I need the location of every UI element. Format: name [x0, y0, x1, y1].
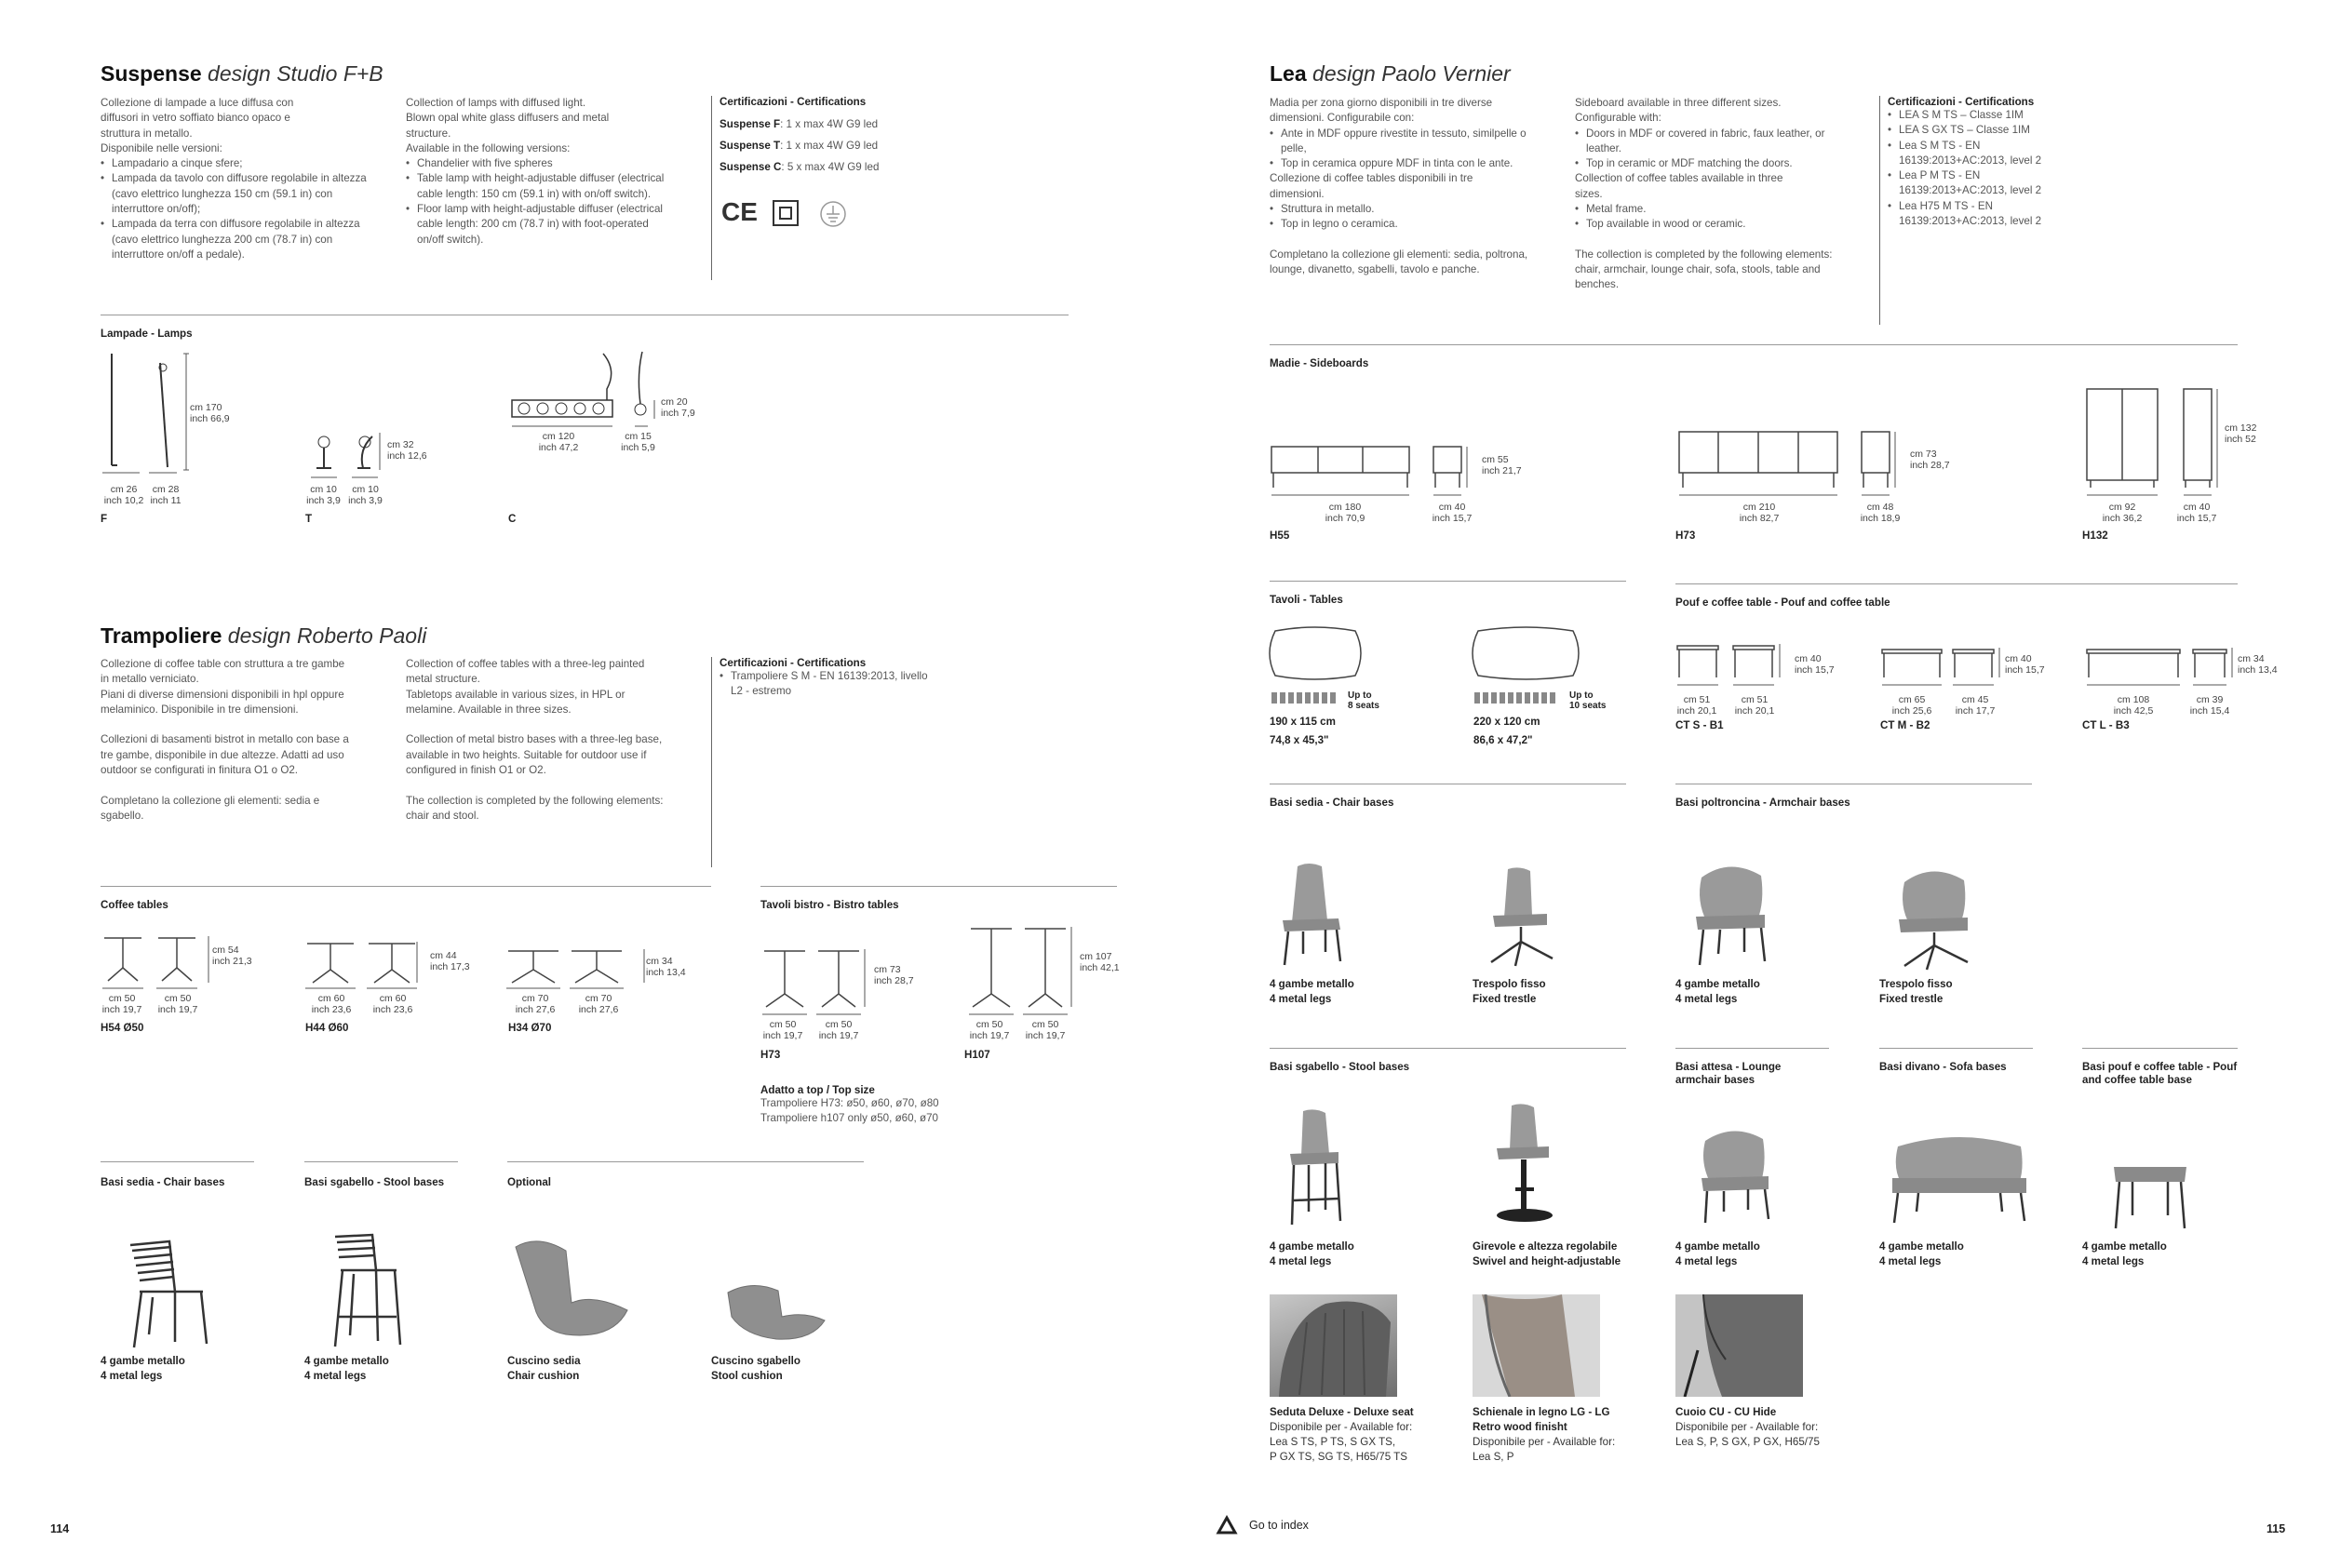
divider: [507, 1161, 864, 1162]
optional-title: Optional: [507, 1176, 552, 1188]
row2-caption-1: 4 gambe metallo 4 metal legs: [1270, 1240, 1354, 1267]
chair-cushion-image: [510, 1238, 640, 1340]
divider: [1675, 583, 2238, 584]
divider: [760, 886, 1117, 887]
lamp-c-w2: cm 15 inch 5,9: [621, 431, 655, 453]
coffee-1-height: cm 54 inch 21,3: [212, 945, 252, 967]
armchair-4legs-image: [1687, 861, 1780, 971]
lounge-bases-title: Basi attesa - Lounge armchair bases: [1675, 1061, 1782, 1086]
coffee-1-w2: cm 50 inch 19,7: [157, 993, 198, 1015]
armchair-bases-title: Basi poltroncina - Armchair bases: [1675, 797, 1850, 809]
pouf-title: Pouf e coffee table - Pouf and coffee table: [1675, 596, 1890, 609]
chair-base-caption: 4 gambe metallo 4 metal legs: [101, 1355, 185, 1382]
bistro-2-height: cm 107 inch 42,1: [1080, 951, 1120, 973]
bistro-tables-drawing: [760, 921, 1114, 1024]
lamp-c-label: C: [508, 513, 517, 525]
bistro-2-w2: cm 50 inch 19,7: [1025, 1019, 1066, 1041]
bistro-tables-title: Tavoli bistro - Bistro tables: [760, 899, 899, 911]
bistro-1-label: H73: [760, 1049, 781, 1061]
pouf-2-label: CT M - B2: [1880, 719, 1930, 731]
sideboard-h73-label: H73: [1675, 529, 1696, 542]
hide-photo: [1675, 1294, 1803, 1397]
lea-title: Lea design Paolo Vernier: [1270, 61, 1511, 86]
row1-caption-1: 4 gambe metallo 4 metal legs: [1270, 978, 1354, 1005]
bistro-1-w1: cm 50 inch 19,7: [762, 1019, 803, 1041]
pouf-image: [2108, 1163, 2192, 1238]
lamps-title: Lampade - Lamps: [101, 328, 193, 340]
lounge-armchair-image: [1694, 1126, 1778, 1233]
wood-back-caption: Schienale in legno LG - LG Retro wood finisht Disponibile per - Available for: Lea S, P: [1473, 1406, 1616, 1463]
top-size-block: Adatto a top / Top size Trampoliere H73: ø50, ø60, ø70, ø80 Trampoliere h107 only ø50, ø60, ø70: [760, 1084, 939, 1125]
page-number-left: 114: [50, 1522, 70, 1535]
sideboard-h55-label: H55: [1270, 529, 1290, 542]
page-number-right: 115: [2266, 1522, 2286, 1535]
coffee-3-w1: cm 70 inch 27,6: [515, 993, 556, 1015]
pouf-3-label: CT L - B3: [2082, 719, 2130, 731]
pouf-1-label: CT S - B1: [1675, 719, 1724, 731]
lamp-t-drawing: [307, 433, 382, 484]
lea-cert: Certificazioni - Certifications • LEA S M TS – Classe 1IM • LEA S GX TS – Classe 1IM • Lea S M TS - EN 16139:2013+AC:2013, level 2 • Lea P M TS - EN 16139:2013+AC:2013, level 2 • Lea H75 M TS - EN 16139:2013+AC:2013, level 2: [1888, 96, 2074, 229]
row1-caption-2: Trespolo fisso Fixed trestle: [1473, 978, 1546, 1005]
chair-4legs-image: [1271, 861, 1365, 968]
table-2-seats: Up to 10 seats: [1569, 690, 1607, 711]
sideboards-title: Madie - Sideboards: [1270, 357, 1369, 369]
triangle-logo-icon: [1217, 1517, 1236, 1534]
coffee-3-height: cm 34 inch 13,4: [646, 956, 686, 978]
coffee-3-label: H34 Ø70: [508, 1022, 552, 1034]
sideboard-h132-w2: cm 40 inch 15,7: [2176, 502, 2217, 524]
pouf-3-w1: cm 108 inch 42,5: [2113, 694, 2154, 717]
sofa-bases-title: Basi divano - Sofa bases: [1879, 1061, 2007, 1073]
pouf-2-height: cm 40 inch 15,7: [2005, 653, 2045, 676]
pouf-3-height: cm 34 inch 13,4: [2238, 653, 2278, 676]
stool-bases-title-right: Basi sgabello - Stool bases: [1270, 1061, 1410, 1073]
table-1-seats: Up to 8 seats: [1348, 690, 1379, 711]
trampoliere-divider: [711, 657, 712, 867]
lea-divider: [1879, 96, 1880, 325]
sideboards-drawing: [1270, 382, 2275, 503]
row1-caption-4: Trespolo fisso Fixed trestle: [1879, 978, 1953, 1005]
chair-trestle-image: [1478, 865, 1571, 970]
chair-bases-title: Basi sedia - Chair bases: [101, 1176, 225, 1188]
tables-title: Tavoli - Tables: [1270, 594, 1343, 606]
divider: [1270, 344, 2238, 345]
stool-swivel-image: [1486, 1102, 1569, 1232]
sideboard-h55-w1: cm 180 inch 70,9: [1325, 502, 1365, 524]
suspense-desc-en: Collection of lamps with diffused light. Blown opal white glass diffusers and metal structure. Available in the following versions: • Chandelier with five spheres • Table lamp with height-adjustable diffuser (electrical cable length: 150 cm (59.1 in) with on/off switch). • Floor lamp with height-adjustable diffuser (electrical cable length: 200 cm (78.7 in) with foot-operated on/off switch).: [406, 96, 666, 248]
class-ii-icon: [773, 200, 799, 226]
sideboard-h73-height: cm 73 inch 28,7: [1910, 449, 1950, 471]
pouf-1-w1: cm 51 inch 20,1: [1676, 694, 1717, 717]
row2-caption-5: 4 gambe metallo 4 metal legs: [2082, 1240, 2167, 1267]
table-2-size: 220 x 120 cm 86,6 x 47,2": [1473, 716, 1540, 746]
sideboard-h73-w1: cm 210 inch 82,7: [1739, 502, 1780, 524]
sideboard-h132-label: H132: [2082, 529, 2108, 542]
chair-base-image: [121, 1238, 214, 1349]
sofa-image: [1885, 1128, 2034, 1230]
pouf-2-w1: cm 65 inch 25,6: [1891, 694, 1932, 717]
divider: [304, 1161, 458, 1162]
lamp-t-label: T: [305, 513, 313, 525]
trampoliere-desc-en: Collection of coffee tables with a three-leg painted metal structure. Tabletops available in various sizes, in HPL or melamine. Available in three sizes. Collection of metal bistro bases with a three-leg base, available in two heights. Suitable for outdoor use if configured in finish O1 or O2. The collection is completed by the following elements: chair and stool.: [406, 658, 664, 822]
lea-desc-en: Sideboard available in three different sizes. Configurable with: • Doors in MDF or covered in fabric, faux leather, or leather. • Top in ceramic or MDF matching the doors. Collection of coffee tables available in three sizes. • Metal frame. • Top available in wood or ceramic. The collection is completed by the following elements: chair, armchair, lounge chair, sofa, stools, table and benches.: [1575, 96, 1845, 293]
pouf-3-w2: cm 39 inch 15,4: [2189, 694, 2230, 717]
sideboard-h132-height: cm 132 inch 52: [2225, 422, 2257, 445]
divider: [1270, 1048, 1626, 1049]
divider: [101, 1161, 254, 1162]
stool-bases-title: Basi sgabello - Stool bases: [304, 1176, 445, 1188]
row2-caption-3: 4 gambe metallo 4 metal legs: [1675, 1240, 1760, 1267]
suspense-cert: Certificazioni - Certifications Suspense F: 1 x max 4W G9 led Suspense T: 1 x max 4W G9 led Suspense C: 5 x max 4W G9 led: [720, 96, 880, 173]
sideboard-h132-w1: cm 92 inch 36,2: [2102, 502, 2143, 524]
coffee-2-label: H44 Ø60: [305, 1022, 349, 1034]
suspense-title: Suspense design Studio F+B: [101, 61, 383, 86]
pouf-2-w2: cm 45 inch 17,7: [1955, 694, 1996, 717]
ground-icon: [819, 200, 847, 228]
ce-mark-icon: CE: [721, 197, 758, 226]
wood-back-photo: [1473, 1294, 1600, 1397]
sideboard-h55-height: cm 55 inch 21,7: [1482, 454, 1522, 476]
go-to-index-link[interactable]: [1217, 1517, 1309, 1534]
chair-bases-title-right: Basi sedia - Chair bases: [1270, 797, 1394, 809]
bistro-1-w2: cm 50 inch 19,7: [818, 1019, 859, 1041]
armchair-trestle-image: [1890, 865, 1983, 972]
table-1-size: 190 x 115 cm 74,8 x 45,3": [1270, 716, 1336, 746]
coffee-2-w1: cm 60 inch 23,6: [311, 993, 352, 1015]
coffee-1-w1: cm 50 inch 19,7: [101, 993, 142, 1015]
bistro-2-w1: cm 50 inch 19,7: [969, 1019, 1010, 1041]
lamp-f-label: F: [101, 513, 108, 525]
lamp-t-w2: cm 10 inch 3,9: [348, 484, 383, 506]
suspense-desc-it: Collezione di lampade a luce diffusa con diffusori in vetro soffiato bianco opaco e struttura in metallo. Disponibile nelle versioni: • Lampadario a cinque sfere; • Lampada da tavolo con diffusore regolabile in altezza (cavo elettrico lunghezza 150 cm (59.1 in) con interruttore on/off); • Lampada da terra con diffusore regolabile in altezza (cavo elettrico lunghezza 200 cm (78.7 in) con interruttore on/off a pedale).: [101, 96, 370, 262]
divider: [101, 886, 711, 887]
lamp-t-height: cm 32 inch 12,6: [387, 439, 427, 462]
lamp-f-w1: cm 26 inch 10,2: [103, 484, 144, 506]
divider: [1879, 1048, 2033, 1049]
divider: [1675, 1048, 1829, 1049]
stool-4legs-image: [1285, 1107, 1359, 1228]
sideboard-h55-w2: cm 40 inch 15,7: [1432, 502, 1473, 524]
stool-base-caption: 4 gambe metallo 4 metal legs: [304, 1355, 389, 1382]
row1-caption-3: 4 gambe metallo 4 metal legs: [1675, 978, 1760, 1005]
trampoliere-desc-it: Collezione di coffee table con struttura a tre gambe in metallo verniciato. Piani di diverse dimensioni disponibili in hpl oppure melaminico. Disponibile in tre dimensioni. Collezioni di basamenti bistrot in metallo con base a tre gambe, disponibile in due altezze. Adatti ad uso outdoor se configurati in finitura O1 o O2. Completano la collezione gli elementi: sedia e sgabello.: [101, 658, 349, 822]
coffee-2-w2: cm 60 inch 23,6: [372, 993, 413, 1015]
coffee-3-w2: cm 70 inch 27,6: [578, 993, 619, 1015]
trampoliere-cert: Certificazioni - Certifications • Trampoliere S M - EN 16139:2013, livello L2 - estremo: [720, 657, 934, 700]
lamp-c-drawing: [510, 352, 659, 436]
bistro-2-label: H107: [964, 1049, 990, 1061]
go-to-index-label: Go to index: [1249, 1519, 1309, 1532]
lamp-f-w2: cm 28 inch 11: [150, 484, 182, 506]
trampoliere-title: Trampoliere design Roberto Paoli: [101, 623, 427, 648]
deluxe-seat-photo: [1270, 1294, 1397, 1397]
deluxe-seat-caption: Seduta Deluxe - Deluxe seat Disponibile per - Available for: Lea S TS, P TS, S GX TS, P GX TS, SG TS, H65/75 TS: [1270, 1406, 1414, 1463]
sideboard-h73-w2: cm 48 inch 18,9: [1860, 502, 1901, 524]
row2-caption-2: Girevole e altezza regolabile Swivel and height-adjustable: [1473, 1240, 1621, 1267]
lamp-t-w1: cm 10 inch 3,9: [306, 484, 341, 506]
bistro-1-height: cm 73 inch 28,7: [874, 964, 914, 986]
lamp-c-height: cm 20 inch 7,9: [661, 396, 695, 419]
stool-cushion-image: [724, 1280, 836, 1345]
coffee-2-height: cm 44 inch 17,3: [430, 950, 470, 972]
stool-base-image: [326, 1233, 419, 1349]
pouf-bases-title: Basi pouf e coffee table - Pouf and coffee table base: [2082, 1061, 2238, 1086]
divider: [2082, 1048, 2238, 1049]
stool-cushion-caption: Cuscino sgabello Stool cushion: [711, 1355, 800, 1382]
lamp-c-w1: cm 120 inch 47,2: [538, 431, 579, 453]
tables-drawing: [1268, 625, 1575, 709]
lamp-f-height: cm 170 inch 66,9: [190, 402, 230, 424]
row2-caption-4: 4 gambe metallo 4 metal legs: [1879, 1240, 1964, 1267]
divider: [1270, 581, 1626, 582]
suspense-divider: [711, 96, 712, 280]
lea-desc-it: Madia per zona giorno disponibili in tre diverse dimensioni. Configurabile con: • Ante in MDF oppure rivestite in tessuto, similpelle o pelle, • Top in ceramica oppure MDF in tinta con le ante. Collezione di coffee tables disponibili in tre dimensioni. • Struttura in metallo. • Top in legno o ceramica. Completano la collezione gli elementi: sedia, poltrona, lounge, divanetto, sgabelli, tavolo e panche.: [1270, 96, 1540, 277]
coffee-tables-title: Coffee tables: [101, 899, 168, 911]
pouf-1-height: cm 40 inch 15,7: [1795, 653, 1835, 676]
pouf-1-w2: cm 51 inch 20,1: [1734, 694, 1775, 717]
chair-cushion-caption: Cuscino sedia Chair cushion: [507, 1355, 581, 1382]
coffee-1-label: H54 Ø50: [101, 1022, 144, 1034]
hide-caption: Cuoio CU - CU Hide Disponibile per - Available for: Lea S, P, S GX, P GX, H65/75: [1675, 1406, 1820, 1448]
